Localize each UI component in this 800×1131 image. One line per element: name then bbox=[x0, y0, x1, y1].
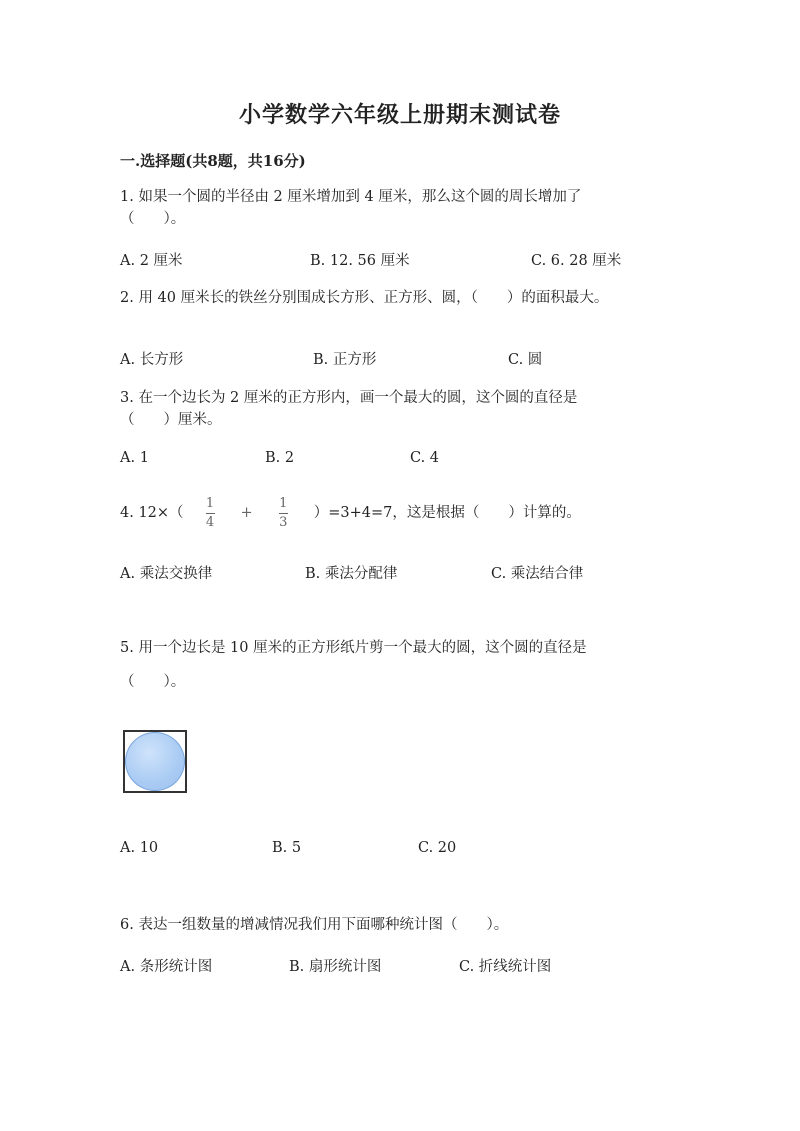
fraction-one-quarter: $\frac{1}{4}$ bbox=[205, 495, 215, 530]
question-1-line1: 1. 如果一个圆的半径由 2 厘米增加到 4 厘米，那么这个圆的周长增加了 bbox=[120, 189, 582, 205]
question-5-option-b[interactable]: B. 5 bbox=[272, 840, 302, 856]
question-2-option-a[interactable]: A. 长方形 bbox=[120, 352, 184, 368]
page-title: 小学数学六年级上册期末测试卷 bbox=[238, 102, 561, 128]
question-3-line2: （ ）厘米。 bbox=[120, 412, 222, 428]
question-6-option-a[interactable]: A. 条形统计图 bbox=[120, 959, 213, 975]
question-1-option-a[interactable]: A. 2 厘米 bbox=[120, 253, 183, 269]
question-6-option-b[interactable]: B. 扇形统计图 bbox=[289, 959, 382, 975]
question-4-suffix: ）=3+4=7，这是根据（ ）计算的。 bbox=[313, 505, 581, 521]
fraction-one-third: $\frac{1}{3}$ bbox=[279, 495, 288, 530]
question-1-line2: （ ）。 bbox=[120, 211, 186, 227]
question-5-line2: （ ）。 bbox=[120, 674, 186, 690]
question-4-option-c[interactable]: C. 乘法结合律 bbox=[491, 566, 584, 582]
question-6-option-c[interactable]: C. 折线统计图 bbox=[459, 959, 552, 975]
question-1-option-b[interactable]: B. 12. 56 厘米 bbox=[310, 253, 410, 269]
question-4-option-a[interactable]: A. 乘法交换律 bbox=[120, 566, 213, 582]
question-3-line1: 3. 在一个边长为 2 厘米的正方形内，画一个最大的圆，这个圆的直径是 bbox=[120, 390, 578, 406]
question-5-line1: 5. 用一个边长是 10 厘米的正方形纸片剪一个最大的圆，这个圆的直径是 bbox=[120, 640, 587, 656]
question-2-option-b[interactable]: B. 正方形 bbox=[313, 352, 377, 368]
question-3-option-c[interactable]: C. 4 bbox=[410, 450, 440, 466]
question-1-option-c[interactable]: C. 6. 28 厘米 bbox=[531, 253, 622, 269]
question-4-text bbox=[120, 496, 581, 530]
question-3-option-b[interactable]: B. 2 bbox=[265, 450, 295, 466]
question-2-option-c[interactable]: C. 圆 bbox=[508, 352, 543, 368]
inscribed-circle bbox=[125, 732, 185, 791]
question-2-text: 2. 用 40 厘米长的铁丝分别围成长方形、正方形、圆，（ ）的面积最大。 bbox=[120, 290, 609, 306]
question-1-text bbox=[120, 186, 581, 230]
section-heading: 一.选择题(共8题，共16分) bbox=[120, 152, 306, 170]
question-6-text: 6. 表达一组数量的增减情况我们用下面哪种统计图（ ）。 bbox=[120, 917, 509, 933]
question-3-option-a[interactable]: A. 1 bbox=[120, 450, 149, 466]
question-5-option-c[interactable]: C. 20 bbox=[418, 840, 457, 856]
question-4-option-b[interactable]: B. 乘法分配律 bbox=[305, 566, 398, 582]
plus-sign: + bbox=[240, 505, 253, 521]
question-3-text bbox=[120, 387, 577, 431]
square-with-circle-figure bbox=[123, 730, 187, 793]
question-5-option-a[interactable]: A. 10 bbox=[120, 840, 159, 856]
question-4-prefix: 4. 12×（ bbox=[120, 505, 184, 521]
